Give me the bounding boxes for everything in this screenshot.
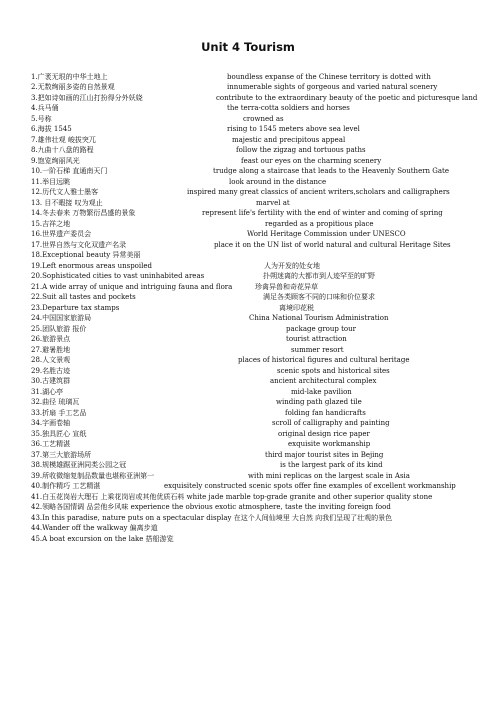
- term-source: 45.A boat excursion on the lake 搭船游览: [31, 534, 174, 543]
- term-source: 7.雄伟壮观 峻拔突兀: [31, 135, 96, 144]
- list-item: [0, 376, 496, 387]
- term-source: 28.人文景观: [31, 356, 71, 364]
- term-translation: rising to 1545 meters above sea level: [227, 125, 360, 133]
- list-item: [0, 271, 496, 282]
- list-item: [0, 481, 496, 492]
- list-item: [0, 208, 496, 219]
- term-source: 20.Sophisticated cities to vast uninhabited areas: [31, 272, 205, 280]
- term-translation: 扑朔迷离的大都市到人迹罕至的旷野: [263, 272, 375, 280]
- term-translation: inspired many great classics of ancient writers,scholars and calligraphers: [187, 188, 450, 196]
- term-translation: scroll of calligraphy and painting: [272, 419, 390, 427]
- term-source: 6.海拔 1545: [31, 125, 72, 133]
- term-source: 27.避暑胜地: [31, 345, 71, 354]
- term-translation: feast our eyes on the charming scenery: [241, 156, 382, 165]
- term-translation: ancient architectural complex: [270, 377, 377, 385]
- term-source: 1.广袤无垠的中华土地上: [31, 72, 108, 81]
- term-translation: folding fan handicrafts: [285, 408, 366, 417]
- term-translation: package group tour: [286, 324, 356, 333]
- list-item: [0, 387, 496, 398]
- list-item: [0, 460, 496, 471]
- term-translation: follow the zigzag and tortuous paths: [236, 146, 366, 154]
- term-translation: marvel at: [256, 198, 290, 207]
- list-item: [0, 313, 496, 324]
- term-source: 31.湖心亭: [31, 387, 64, 396]
- term-source: 35.独具匠心 宣纸: [31, 429, 87, 438]
- list-item: [0, 166, 496, 177]
- term-source: 43.In this paradise, nature puts on a spectacular display 在这个人间仙境里 大自然 向我们呈现了壮观的景色: [31, 513, 393, 522]
- term-source: 16.世界遗产委员会: [31, 230, 92, 238]
- list-item: [0, 135, 496, 146]
- term-translation: winding path glazed tile: [276, 398, 362, 406]
- list-item: [0, 471, 496, 482]
- term-source: 23.Departure tax stamps: [31, 303, 120, 312]
- list-item: [0, 82, 496, 93]
- term-source: 22.Suit all tastes and pockets: [31, 293, 136, 301]
- term-source: 25.团队旅游 报价: [31, 324, 87, 333]
- term-translation: trudge along a staircase that leads to the Heavenly Southern Gate: [213, 167, 450, 175]
- term-source: 38.规模雄踞亚洲同类公园之冠: [31, 461, 127, 469]
- list-item: [0, 145, 496, 156]
- term-source: 37.第三大旅游场所: [31, 450, 92, 459]
- term-translation: with mini replicas on the largest scale in Asia: [248, 471, 410, 480]
- term-source: 13. 目不暇接 叹为观止: [31, 198, 103, 207]
- term-translation: 珍禽异兽和奇花异草: [255, 282, 318, 291]
- list-item: [0, 492, 496, 503]
- term-translation: third major tourist sites in Bejing: [265, 450, 384, 459]
- term-source: 33.折扇 手工艺品: [31, 408, 87, 417]
- list-item: [0, 513, 496, 524]
- term-source: 42.领略各国情调 品尝他乡风味 experience the obvious exotic atmosphere, taste the inviting foreign food: [31, 503, 391, 511]
- term-source: 8.九曲十八盘的路程: [31, 146, 94, 154]
- list-item: [0, 292, 496, 303]
- term-source: 32.曲径 琉璃瓦: [31, 398, 80, 406]
- list-item: [0, 324, 496, 335]
- list-item: [0, 345, 496, 356]
- term-source: 5.号称: [31, 114, 52, 123]
- term-source: 18.Exceptional beauty 异常美丽: [31, 251, 141, 259]
- term-source: 34.字画卷轴: [31, 419, 71, 427]
- term-translation: 离境印花税: [279, 303, 314, 312]
- list-item: [0, 282, 496, 293]
- term-translation: crowned as: [243, 114, 284, 123]
- term-source: 15.吉祥之地: [31, 219, 71, 228]
- list-item: [0, 103, 496, 114]
- list-item: [0, 219, 496, 230]
- list-item: [0, 523, 496, 534]
- term-translation: summer resort: [291, 345, 344, 354]
- list-item: [0, 124, 496, 135]
- term-source: 26.旅游景点: [31, 335, 71, 343]
- term-translation: represent life's fertility with the end of winter and coming of spring: [202, 209, 443, 217]
- term-source: 44.Wander off the walkway 偏离步道: [31, 524, 158, 532]
- list-item: [0, 114, 496, 125]
- term-translation: contribute to the extraordinary beauty of the poetic and picturesque land: [216, 93, 478, 102]
- term-translation: scenic spots and historical sites: [277, 366, 390, 375]
- term-source: 39.所收微缩复制品数量也堪称亚洲第一: [31, 471, 155, 480]
- vocabulary-list: [0, 72, 496, 545]
- list-item: [0, 187, 496, 198]
- list-item: [0, 303, 496, 314]
- term-source: 4.兵马俑: [31, 104, 59, 112]
- term-translation: the terra-cotta soldiers and horses: [227, 104, 350, 112]
- list-item: [0, 177, 496, 188]
- list-item: [0, 72, 496, 83]
- term-source: 3.把如诗如画的江山打扮得分外妖娆: [31, 93, 143, 102]
- term-translation: World Heritage Commission under UNESCO: [247, 230, 406, 238]
- list-item: [0, 229, 496, 240]
- term-translation: 人为开发的处女地: [264, 261, 320, 270]
- term-translation: exquisite workmanship: [288, 440, 371, 448]
- term-translation: China National Tourism Administration: [249, 314, 389, 322]
- page-title: Unit 4 Tourism: [201, 40, 295, 54]
- term-translation: is the largest park of its kind: [280, 461, 383, 469]
- list-item: [0, 250, 496, 261]
- term-translation: exquisitely constructed scenic spots offer fine examples of excellent workmanship: [164, 482, 456, 490]
- term-source: 21.A wide array of unique and intriguing fauna and flora: [31, 282, 233, 291]
- list-item: [0, 366, 496, 377]
- term-source: 24.中国国家旅游局: [31, 314, 92, 322]
- list-item: [0, 240, 496, 251]
- term-source: 36.工艺精湛: [31, 440, 71, 448]
- term-translation: tourist attraction: [286, 335, 347, 343]
- list-item: [0, 198, 496, 209]
- list-item: [0, 450, 496, 461]
- list-item: [0, 397, 496, 408]
- list-item: [0, 334, 496, 345]
- term-source: 40.制作精巧 工艺精湛: [31, 482, 101, 490]
- term-source: 30.古建筑群: [31, 377, 71, 385]
- term-source: 11.举目远眺: [31, 177, 71, 186]
- list-item: [0, 408, 496, 419]
- term-source: 29.名胜古迹: [31, 366, 71, 375]
- list-item: [0, 439, 496, 450]
- term-translation: places of historical figures and cultural heritage: [238, 356, 410, 364]
- term-translation: look around in the distance: [229, 177, 327, 186]
- term-translation: mid-lake pavilion: [291, 387, 352, 396]
- term-source: 12.历代文人雅士墨客: [31, 188, 99, 196]
- term-translation: majestic and precipitous appeal: [232, 135, 346, 144]
- term-source: 41.白玉花岗岩大理石 上乘花岗岩或其他优质石料 white jade marble top-grade granite and other superior quality stone: [31, 492, 433, 501]
- list-item: [0, 93, 496, 104]
- term-translation: 满足各类顾客不同的口味和价位要求: [263, 293, 375, 301]
- list-item: [0, 156, 496, 167]
- list-item: [0, 502, 496, 513]
- term-translation: innumerable sights of gorgeous and varied natural scenery: [227, 83, 438, 91]
- term-source: 9.饱览绚丽风光: [31, 156, 80, 165]
- term-source: 10.一阶石梯 直通南天门: [31, 167, 108, 175]
- term-translation: place it on the UN list of world natural and cultural Heritage Sites: [214, 240, 451, 249]
- list-item: [0, 355, 496, 366]
- term-translation: original design rice paper: [278, 429, 370, 438]
- term-source: 2.无数绚丽多姿的自然景观: [31, 83, 115, 91]
- term-translation: boundless expanse of the Chinese territory is dotted with: [227, 72, 431, 81]
- term-source: 19.Left enormous areas unspoiled: [31, 261, 152, 270]
- list-item: [0, 534, 496, 545]
- term-source: 14.冬去春来 万物繁衍昌盛的景象: [31, 209, 136, 217]
- term-source: 17.世界自然与文化双遗产名录: [31, 240, 127, 249]
- list-item: [0, 418, 496, 429]
- list-item: [0, 261, 496, 272]
- list-item: [0, 429, 496, 440]
- term-translation: regarded as a propitious place: [265, 219, 374, 228]
